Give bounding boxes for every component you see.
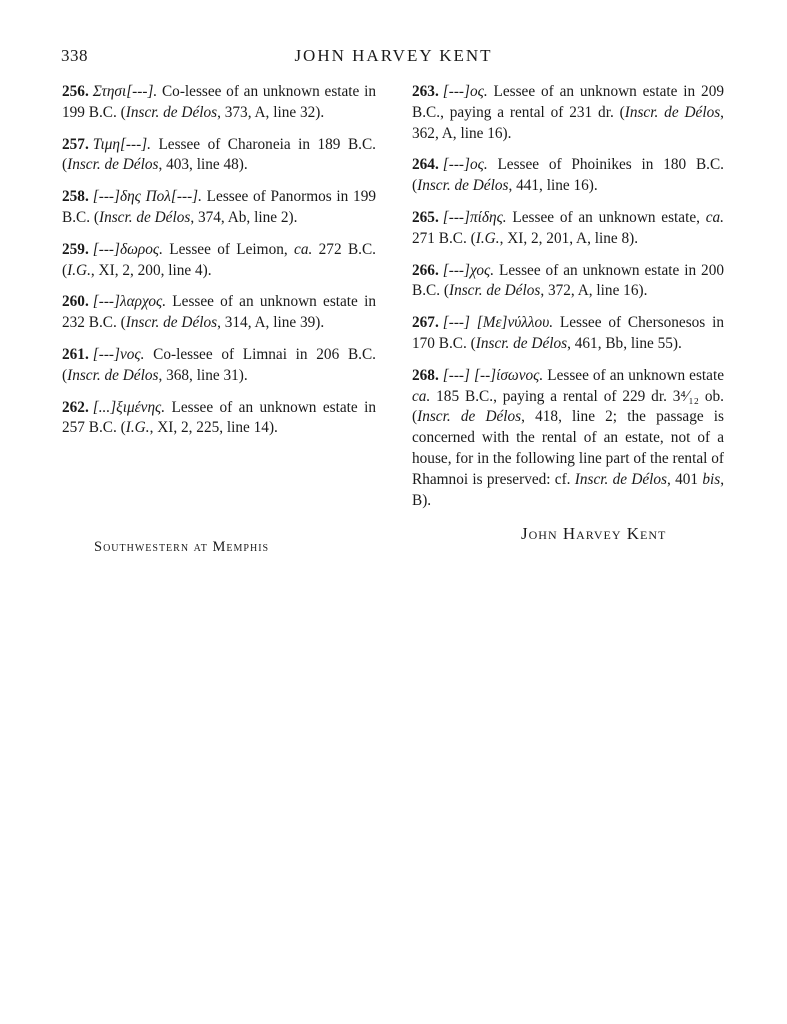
entry-number: 263. bbox=[412, 83, 439, 100]
author-affiliation: Southwestern at Memphis bbox=[94, 539, 270, 555]
era-label: B.C. bbox=[438, 334, 467, 352]
entry-text: , XI, 2, 200, line 4). bbox=[90, 261, 212, 279]
entry-number: 259. bbox=[62, 240, 89, 258]
entry-text: , XI, 2, 225, line 14). bbox=[149, 419, 278, 437]
source-title: Inscr. de Délos bbox=[98, 208, 191, 226]
era-label: B.C. bbox=[347, 135, 376, 153]
entry-259 bbox=[62, 240, 376, 282]
era-label: B.C. bbox=[88, 103, 117, 121]
entry-text: , 372, A, line 16). bbox=[540, 282, 648, 300]
entry-number: 258. bbox=[62, 188, 89, 206]
entry-text: , 418, line 2; the passage is concerned with the rental of an estate, not of a house, for in the following line part of the rental of Rhamnoi is preserved: cf. bbox=[412, 408, 725, 488]
entry-text: ( bbox=[412, 177, 418, 195]
entry-256 bbox=[62, 82, 376, 124]
entry-text: ( bbox=[62, 261, 68, 279]
era-label: B.C. bbox=[412, 282, 441, 300]
entry-text: ( bbox=[116, 314, 126, 332]
entry-text: Lessee of Panormos in 199 bbox=[201, 188, 376, 206]
entry-text: Lessee of Charoneia in 189 bbox=[150, 135, 348, 153]
source-title: Inscr. de Délos bbox=[417, 408, 522, 426]
entry-number: 264. bbox=[412, 156, 439, 174]
greek-name: [---]δωρος. bbox=[92, 240, 163, 258]
era-label: B.C. bbox=[62, 208, 91, 226]
greek-name: [---] [--]ίσωνος. bbox=[442, 366, 544, 384]
entry-text: ( bbox=[62, 366, 68, 384]
entry-text: , XI, 2, 201, A, line 8). bbox=[499, 229, 639, 247]
entry-text: , 373, A, line 32). bbox=[217, 103, 325, 121]
era-label: B.C. bbox=[465, 387, 494, 405]
entry-262 bbox=[62, 398, 376, 440]
greek-name: [---]πίδης. bbox=[442, 208, 507, 226]
entry-text: Lessee of an unknown estate, bbox=[506, 208, 706, 226]
entry-268 bbox=[412, 366, 724, 512]
greek-name: [...]ξιμένης. bbox=[92, 398, 166, 416]
greek-name: [---] [Με]νύλλου. bbox=[442, 314, 554, 332]
entry-number: 256. bbox=[62, 83, 89, 100]
greek-name: [---]νος. bbox=[92, 345, 145, 363]
entry-text: Lessee of Chersonesos in 170 bbox=[412, 314, 724, 352]
entry-number: 260. bbox=[62, 293, 89, 311]
entry-number: 267. bbox=[412, 314, 439, 332]
entry-text: ( bbox=[116, 419, 126, 437]
source-title: Inscr. de Délos bbox=[624, 103, 721, 121]
entry-266 bbox=[412, 261, 724, 303]
source-title: Inscr. de Délos bbox=[475, 334, 568, 352]
entry-264 bbox=[412, 155, 724, 197]
entry-text: , 374, Ab, line 2). bbox=[190, 208, 298, 226]
entry-260 bbox=[62, 292, 376, 334]
entry-text: , 362, A, line 16). bbox=[412, 103, 724, 142]
entry-text: 271 bbox=[412, 229, 439, 247]
entry-text: ( bbox=[116, 103, 126, 121]
entry-text: Lessee of an unknown estate bbox=[543, 366, 724, 384]
author-signature: John Harvey Kent bbox=[521, 524, 667, 543]
entry-261 bbox=[62, 345, 376, 387]
entry-text: , paying a rental of 229 dr. 3⁴⁄₁₂ ob. ( bbox=[412, 387, 724, 426]
source-title: I.G. bbox=[67, 261, 91, 279]
entry-text: ( bbox=[62, 156, 68, 174]
entry-text: Lessee of Leimon, bbox=[162, 240, 295, 258]
source-title: Inscr. de Délos bbox=[67, 156, 159, 174]
entry-text: ( bbox=[440, 282, 449, 300]
circa-label: ca. bbox=[705, 208, 724, 226]
circa-label: ca. bbox=[294, 240, 313, 258]
left-column bbox=[62, 82, 376, 450]
source-title: I.G. bbox=[125, 419, 150, 437]
entry-text: , 461, Bb, line 55). bbox=[567, 334, 682, 352]
circa-label: ca. bbox=[412, 387, 431, 405]
entry-text: Co-lessee of an unknown estate in 199 bbox=[62, 83, 376, 121]
entry-text: Lessee of an unknown estate in 209 bbox=[487, 83, 724, 100]
source-title: Inscr. de Délos bbox=[67, 366, 159, 384]
entry-263 bbox=[412, 82, 724, 144]
entry-text: Lessee of an unknown estate in 257 bbox=[62, 398, 376, 437]
greek-name: Τιμη[---]. bbox=[92, 135, 151, 153]
entry-text: Lessee of an unknown estate in 232 bbox=[62, 293, 376, 332]
entry-text: , 401 bbox=[667, 470, 703, 488]
entry-number: 261. bbox=[62, 345, 89, 363]
source-title: Inscr. de Délos bbox=[125, 103, 218, 121]
source-title: Inscr. de Délos bbox=[448, 282, 541, 300]
source-title: Inscr. de Délos bbox=[417, 177, 509, 195]
greek-name: [---]λαρχος. bbox=[92, 293, 167, 311]
entry-258 bbox=[62, 187, 376, 229]
entry-number: 265. bbox=[412, 208, 439, 226]
entry-text: , 368, line 31). bbox=[158, 366, 248, 384]
era-label: B.C. bbox=[438, 229, 467, 247]
entry-number: 262. bbox=[62, 398, 89, 416]
entry-number: 268. bbox=[412, 366, 439, 384]
entry-267 bbox=[412, 313, 724, 355]
entry-text: 185 bbox=[430, 387, 465, 405]
greek-name: Στησι[---]. bbox=[92, 83, 158, 100]
entry-text: , paying a rental of 231 dr. ( bbox=[440, 103, 625, 121]
greek-name: [---]ος. bbox=[442, 83, 488, 100]
bis-label: bis bbox=[702, 470, 721, 488]
era-label: B.C. bbox=[347, 345, 376, 363]
era-label: B.C. bbox=[88, 419, 117, 437]
entry-text: ( bbox=[466, 334, 476, 352]
greek-name: [---]δης Πολ[---]. bbox=[92, 188, 202, 206]
entry-265 bbox=[412, 208, 724, 250]
greek-name: [---]ος. bbox=[442, 156, 488, 174]
era-label: B.C. bbox=[412, 103, 441, 121]
entry-number: 257. bbox=[62, 135, 89, 153]
entry-number: 266. bbox=[412, 261, 439, 279]
running-head: JOHN HARVEY KENT bbox=[294, 46, 493, 65]
entry-text: 272 bbox=[312, 240, 348, 258]
entry-text: , 314, A, line 39). bbox=[217, 314, 325, 332]
entry-text: , 403, line 48). bbox=[158, 156, 248, 174]
entry-text: ( bbox=[90, 208, 99, 226]
right-column bbox=[412, 82, 724, 522]
entry-text: , 441, line 16). bbox=[508, 177, 598, 195]
entry-text: , B). bbox=[412, 470, 725, 509]
greek-name: [---]χος. bbox=[442, 261, 495, 279]
source-title: I.G. bbox=[475, 229, 500, 247]
entry-text: Co-lessee of Limnai in 206 bbox=[144, 345, 348, 363]
source-title: Inscr. de Délos bbox=[125, 314, 218, 332]
entry-text: Lessee of an unknown estate in 200 bbox=[494, 261, 724, 279]
era-label: B.C. bbox=[347, 240, 377, 258]
era-label: B.C. bbox=[88, 314, 117, 332]
entry-text: ( bbox=[466, 229, 476, 247]
entry-text: Lessee of Phoinikes in 180 bbox=[487, 156, 696, 174]
entry-257 bbox=[62, 135, 376, 177]
page-number: 338 bbox=[61, 46, 88, 65]
source-title: Inscr. de Délos bbox=[574, 470, 668, 488]
era-label: B.C. bbox=[695, 156, 724, 174]
